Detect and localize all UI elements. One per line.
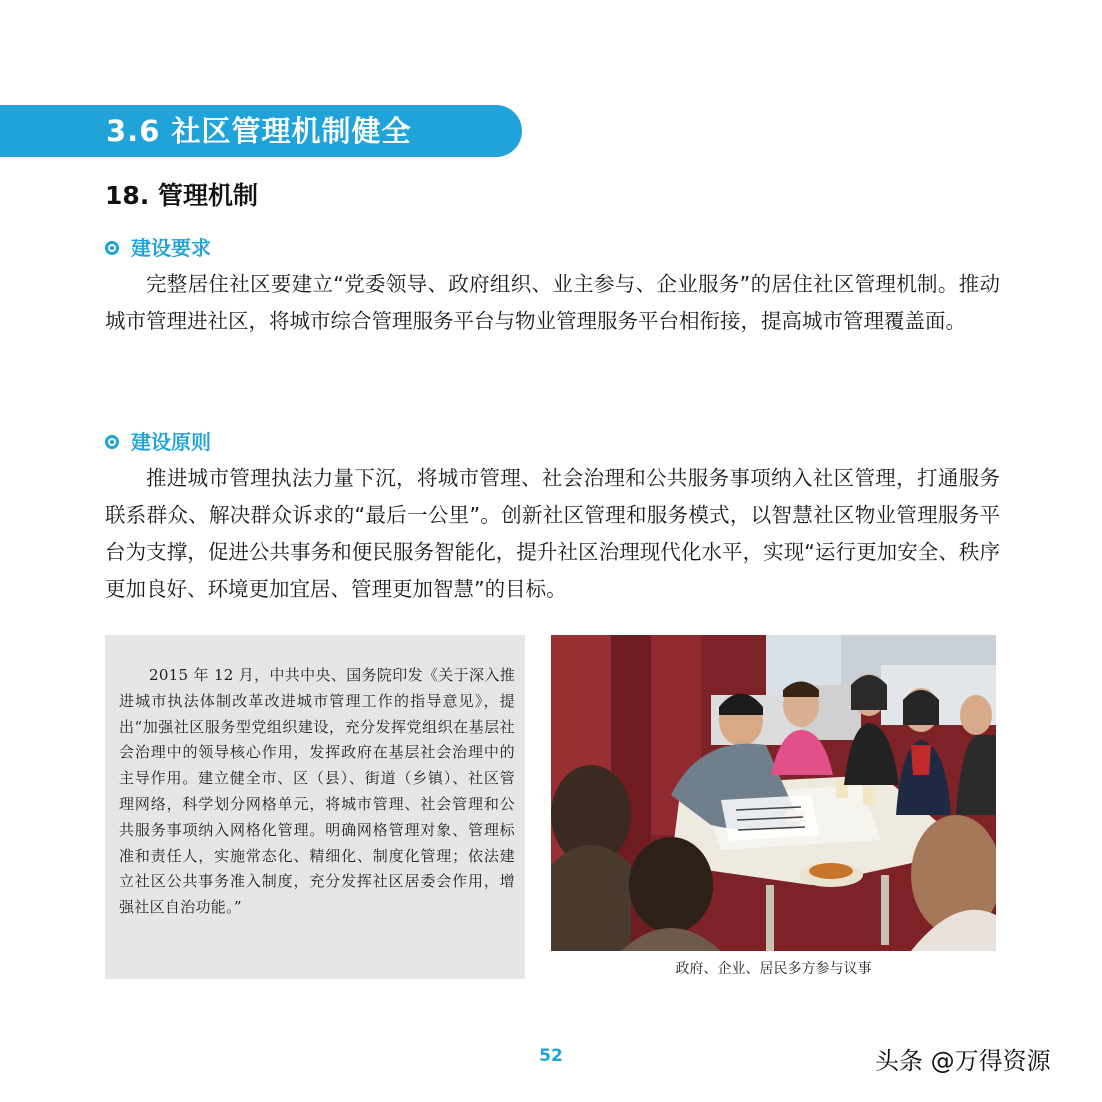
source-watermark: 头条 @万得资源: [875, 1047, 1051, 1075]
subsection-title: 18. 管理机制: [105, 181, 258, 210]
principles-heading: [105, 428, 211, 456]
meeting-photo-illustration: [551, 635, 996, 951]
requirements-heading-label: 建设要求: [131, 236, 211, 260]
bullet-circle-icon: [105, 435, 119, 449]
principles-paragraph: 推进城市管理执法力量下沉，将城市管理、社会治理和公共服务事项纳入社区管理，打通服务联系群众、解决群众诉求的“最后一公里”。创新社区管理和服务模式，以智慧社区物业管理服务平台为支撑，促进公共事务和便民服务智能化，提升社区治理现代化水平，实现“运行更加安全、秩序更加良好、环境更加宜居、管理更加智慧”的目标。: [105, 466, 1000, 601]
section-title: 3.6 社区管理机制健全: [106, 114, 412, 148]
requirements-heading: [105, 234, 211, 262]
photo-caption: 政府、企业、居民多方参与议事: [675, 961, 872, 977]
bullet-circle-icon: [105, 241, 119, 255]
requirements-paragraph: 完整居住社区要建立“党委领导、政府组织、业主参与、企业服务”的居住社区管理机制。推动城市管理进社区，将城市综合管理服务平台与物业管理服务平台相衔接，提高城市管理覆盖面。: [105, 272, 1000, 333]
page-number: 52: [539, 1046, 563, 1066]
meeting-photo: [551, 635, 996, 951]
policy-quote-text: 2015 年 12 月，中共中央、国务院印发《关于深入推进城市执法体制改革改进城市管理工作的指导意见》，提出“加强社区服务型党组织建设，充分发挥党组织在基层社会治理中的领导核心作用，发挥政府在基层社会治理中的主导作用。建立健全市、区（县）、街道（乡镇）、社区管理网络，科学划分网格单元，将城市管理、社会管理和公共服务事项纳入网格化管理。明确网格管理对象、管理标准和责任人，实施常态化、精细化、制度化管理；依法建立社区公共事务准入制度，充分发挥社区居委会作用，增强社区自治功能。”: [119, 666, 515, 917]
policy-quote-box: [105, 635, 525, 979]
principles-heading-label: 建设原则: [131, 430, 211, 454]
